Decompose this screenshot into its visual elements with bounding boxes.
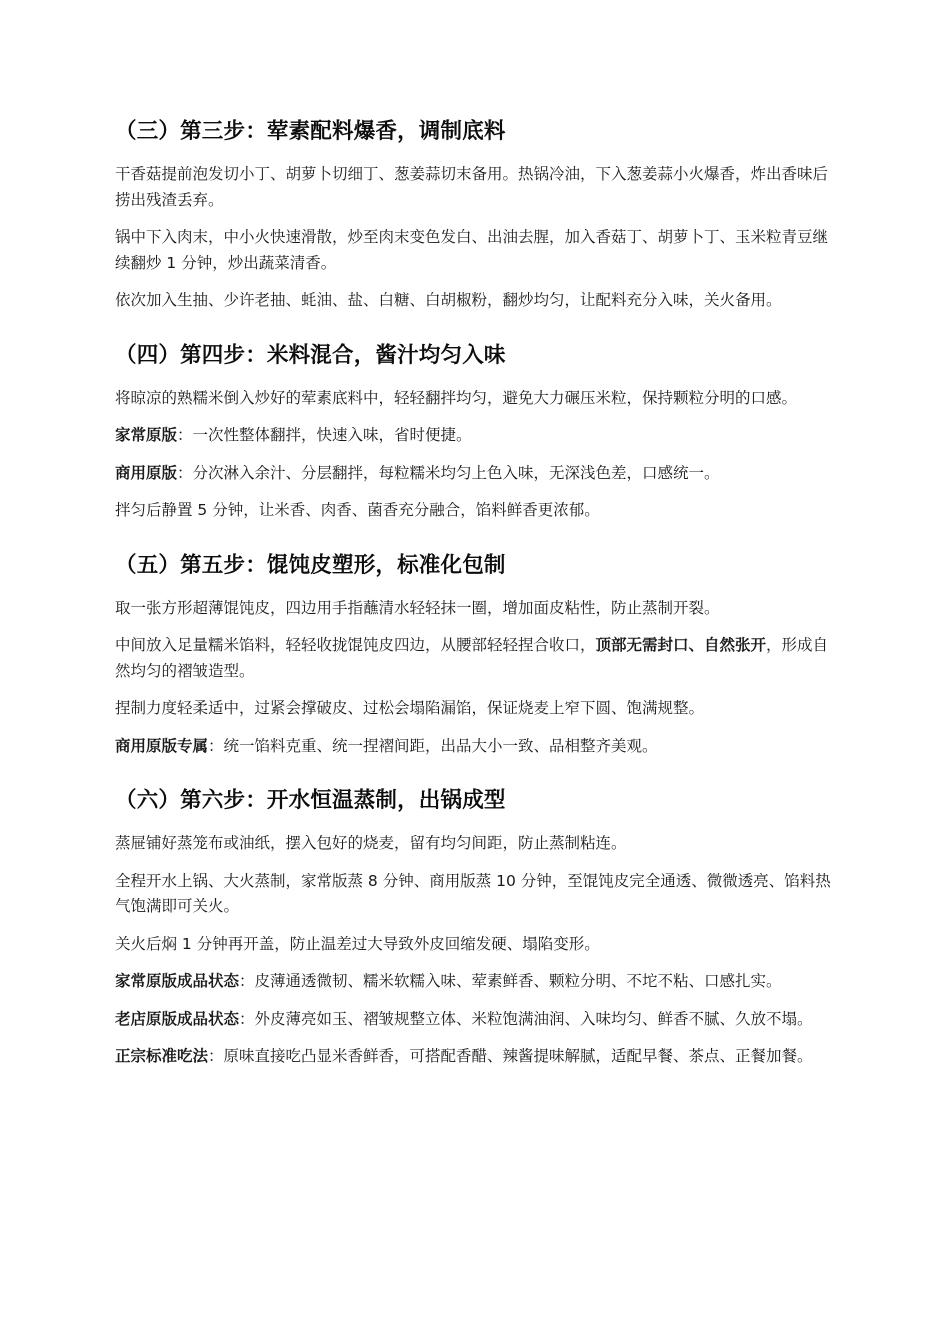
section-step-4 [115, 340, 839, 524]
labeled-paragraph [115, 461, 839, 487]
paragraph: 蒸屉铺好蒸笼布或油纸，摆入包好的烧麦，留有均匀间距，防止蒸制粘连。 [115, 834, 627, 852]
paragraph-text: ：一次性整体翻拌，快速入味，省时便捷。 [177, 426, 472, 444]
paragraph-text: ：统一馅料克重、统一捏褶间距，出品大小一致、品相整齐美观。 [208, 736, 658, 755]
paragraph: 取一张方形超薄馄饨皮，四边用手指蘸清水轻轻抹一圈，增加面皮粘性，防止蒸制开裂。 [115, 598, 720, 617]
labeled-paragraph [115, 734, 839, 760]
labeled-paragraph [115, 1007, 839, 1033]
section-heading: （三）第三步：荤素配料爆香，调制底料 [115, 119, 506, 144]
paragraph-text: 中间放入足量糯米馅料，轻轻收拢馄饨皮四边，从腰部轻轻捏合收口， [115, 636, 596, 654]
paragraph-text: ：皮薄通透微韧、糯米软糯入味、荤素鲜香、颗粒分明、不坨不粘、口感扎实。 [239, 972, 782, 990]
paragraph: 捏制力度轻柔适中，过紧会撑破皮、过松会塌陷漏馅，保证烧麦上窄下圆、饱满规整。 [115, 699, 705, 717]
paragraph-label: 家常原版成品状态 [115, 972, 240, 990]
section-heading: （四）第四步：米料混合，酱汁均匀入味 [115, 342, 506, 368]
paragraph: 依次加入生抽、少许老抽、蚝油、盐、白糖、白胡椒粉，翻炒均匀，让配料充分入味，关火备用。 [115, 291, 782, 309]
paragraph-label: 家常原版 [115, 426, 178, 444]
emphasis-text: 顶部无需封口、自然张开 [595, 636, 767, 654]
paragraph-text: ：外皮薄亮如玉、褶皱规整立体、米粒饱满油润、入味均匀、鲜香不腻、久放不塌。 [239, 1009, 813, 1028]
labeled-paragraph [115, 969, 839, 995]
section-step-3 [115, 116, 839, 314]
paragraph: 干香菇提前泡发切小丁、胡萝卜切细丁、葱姜蒜切末备用。热锅冷油，下入葱姜蒜小火爆香，炸出香味后捞出残渣丢弃。 [115, 165, 829, 209]
paragraph: 关火后焖 1 分钟再开盖，防止温差过大导致外皮回缩发硬、塌陷变形。 [115, 934, 600, 953]
paragraph-with-emphasis [115, 633, 839, 684]
labeled-paragraph [115, 1044, 839, 1070]
paragraph: 将晾凉的熟糯米倒入炒好的荤素底料中，轻轻翻拌均匀，避免大力碾压米粒，保持颗粒分明的口感。 [115, 388, 798, 407]
paragraph-tail: ，形成自然均匀的褶皱造型。 [115, 636, 829, 680]
section-step-6 [115, 785, 839, 1070]
section-step-5 [115, 550, 839, 760]
paragraph: 锅中下入肉末，中小火快速滑散，炒至肉末变色发白、出油去腥，加入香菇丁、胡萝卜丁、玉米粒青豆继续翻炒 1 分钟，炒出蔬菜清香。 [115, 228, 829, 272]
paragraph: 拌匀后静置 5 分钟，让米香、肉香、菌香充分融合，馅料鲜香更浓郁。 [115, 501, 600, 519]
section-heading: （六）第六步：开水恒温蒸制，出锅成型 [115, 788, 506, 813]
paragraph-text: ：分次淋入余汁、分层翻拌，每粒糯米均匀上色入味，无深浅色差，口感统一。 [177, 463, 720, 482]
paragraph-label: 正宗标准吃法 [115, 1047, 209, 1065]
document-body [115, 116, 839, 1070]
paragraph: 全程开水上锅、大火蒸制，家常版蒸 8 分钟、商用版蒸 10 分钟，至馄饨皮完全通透、微微透亮、馅料热气饱满即可关火。 [115, 871, 831, 915]
section-heading: （五）第五步：馄饨皮塑形，标准化包制 [115, 552, 506, 578]
labeled-paragraph [115, 423, 839, 449]
paragraph-label: 商用原版专属 [115, 736, 209, 755]
paragraph-text: ：原味直接吃凸显米香鲜香，可搭配香醋、辣酱提味解腻，适配早餐、茶点、正餐加餐。 [208, 1047, 813, 1065]
paragraph-label: 商用原版 [115, 463, 178, 482]
paragraph-label: 老店原版成品状态 [115, 1009, 240, 1028]
